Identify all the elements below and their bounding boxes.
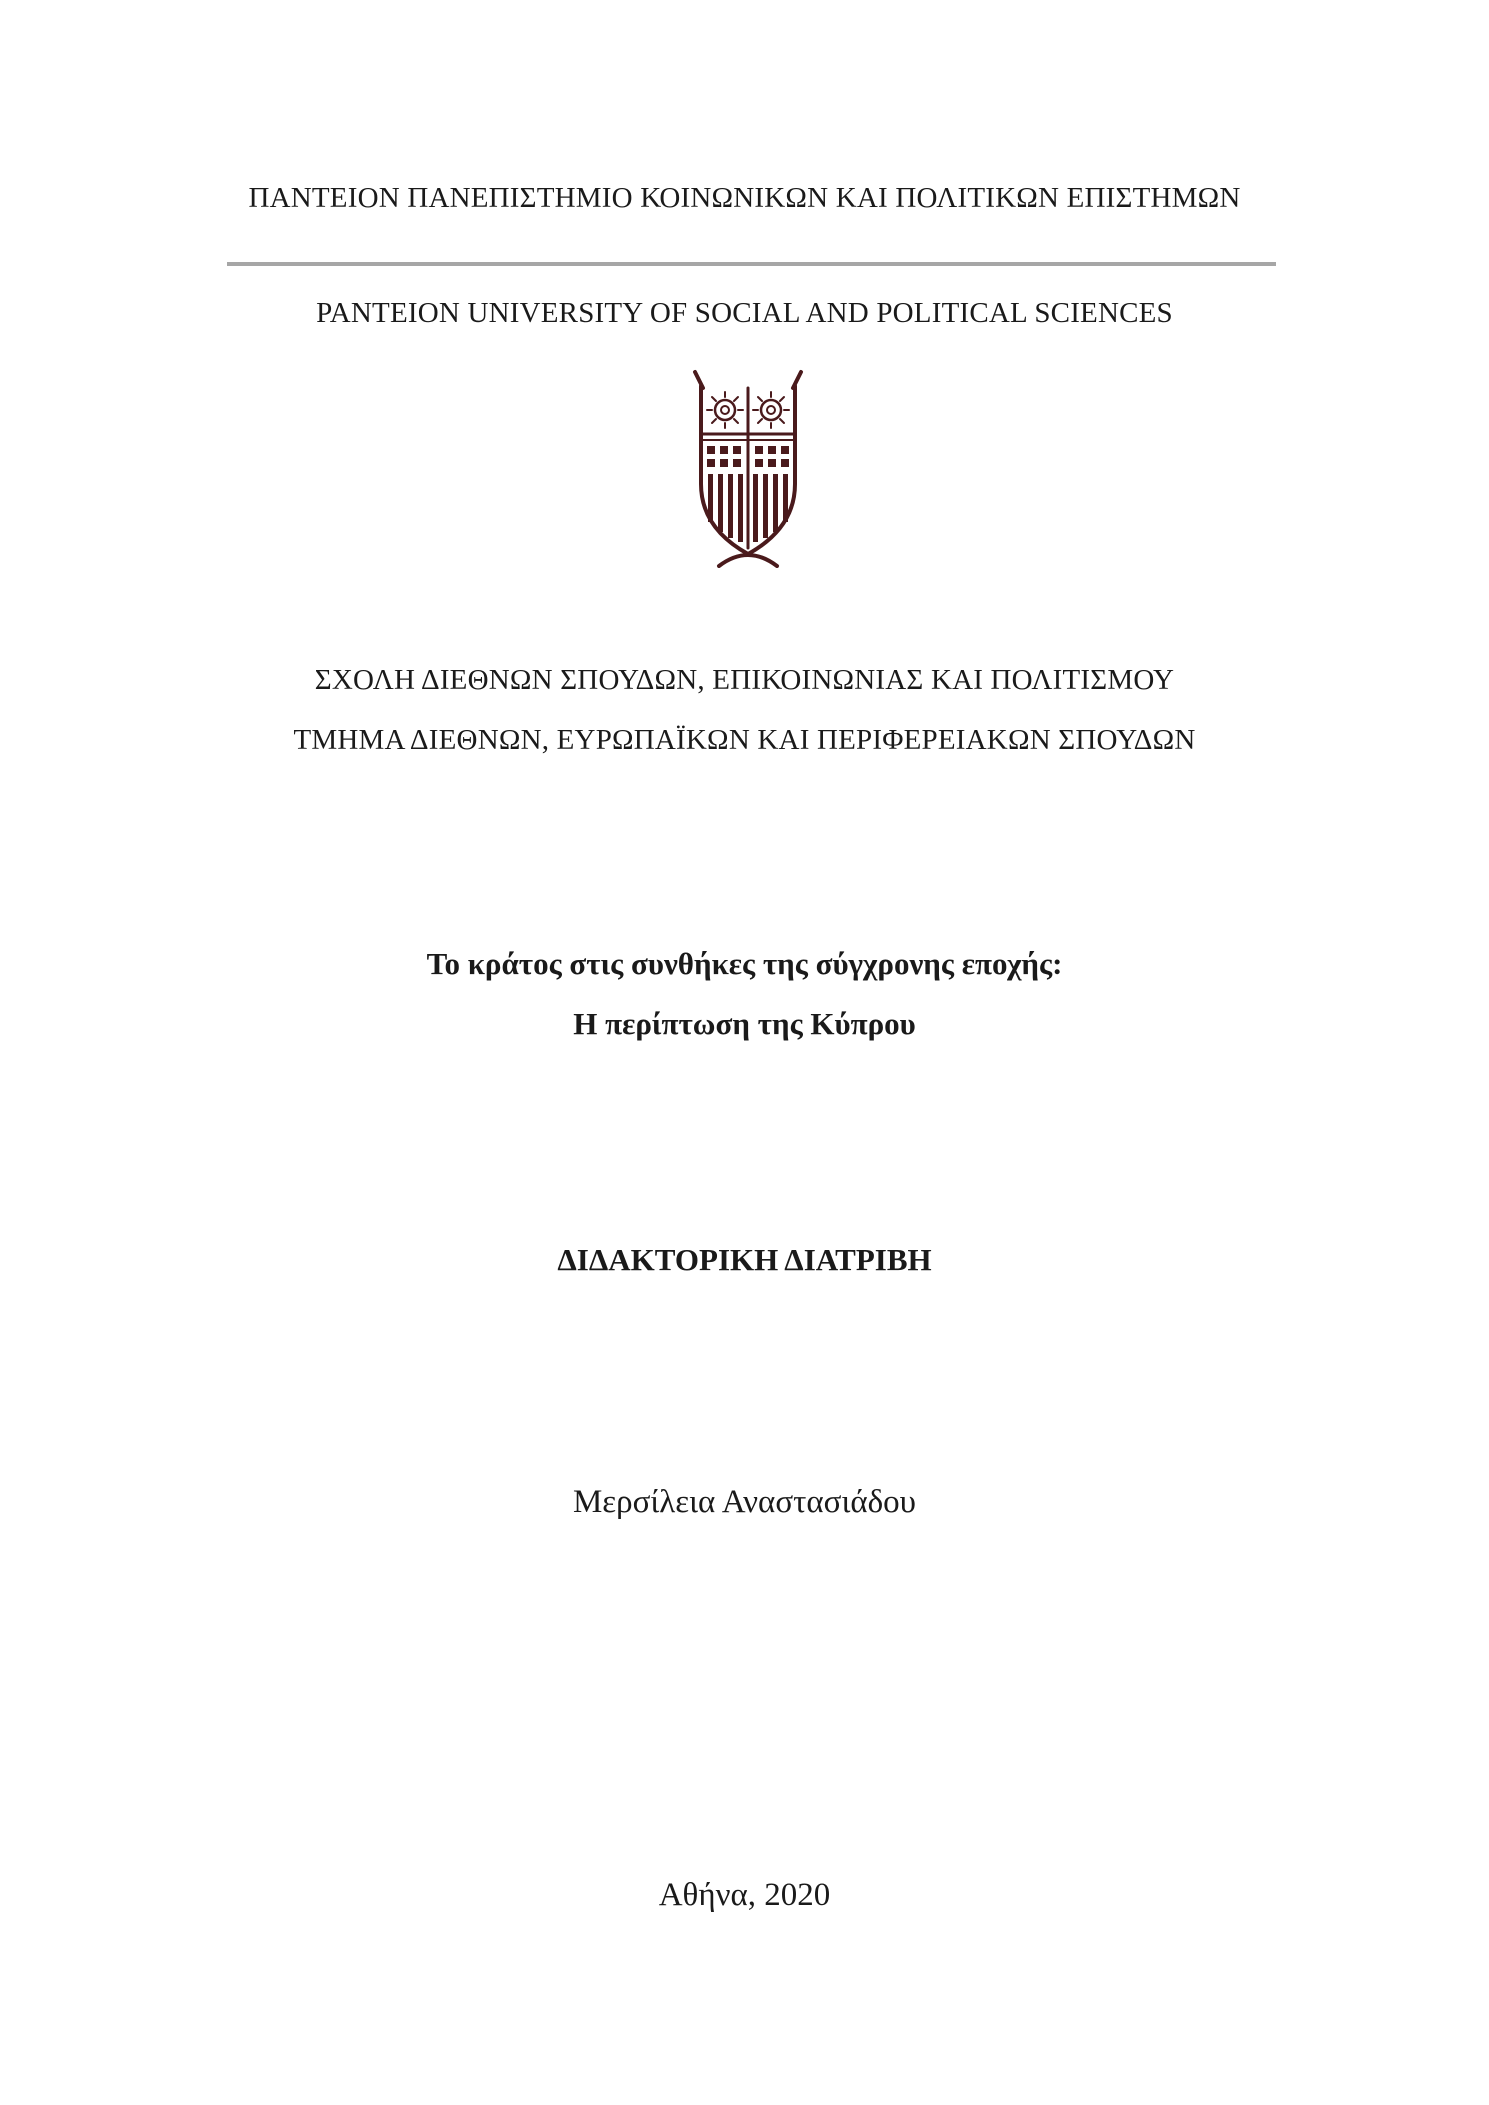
university-name-greek: ΠΑΝΤΕΙΟΝ ΠΑΝΕΠΙΣΤΗΜΙΟ ΚΟΙΝΩΝΙΚΩΝ ΚΑΙ ΠΟΛΙΤΙΚΩΝ ΕΠΙΣΤΗΜΩΝ [248, 182, 1241, 214]
thesis-type: ΔΙΔΑΚΤΟΡΙΚΗ ΔΙΑΤΡΙΒΗ [557, 1242, 932, 1277]
school-name: ΣΧΟΛΗ ΔΙΕΘΝΩΝ ΣΠΟΥΔΩΝ, ΕΠΙΚΟΙΝΩΝΙΑΣ ΚΑΙ ΠΟΛΙΤΙΣΜΟΥ [314, 664, 1175, 696]
university-name-english: PANTEION UNIVERSITY OF SOCIAL AND POLITICAL SCIENCES [316, 297, 1173, 329]
thesis-title-line-2: Η περίπτωση της Κύπρου [573, 1006, 916, 1041]
department-name: ΤΜΗΜΑ ΔΙΕΘΝΩΝ, ΕΥΡΩΠΑΪΚΩΝ ΚΑΙ ΠΕΡΙΦΕΡΕΙΑΚΩΝ ΣΠΟΥΔΩΝ [293, 724, 1196, 756]
author-name: Μερσίλεια Αναστασιάδου [572, 1484, 917, 1520]
thesis-title-line-1: Το κράτος στις συνθήκες της σύγχρονης εποχής: [426, 946, 1063, 981]
place-and-date: Αθήνα, 2020 [658, 1877, 831, 1913]
header-divider [227, 262, 1276, 266]
university-crest-icon [689, 368, 807, 568]
